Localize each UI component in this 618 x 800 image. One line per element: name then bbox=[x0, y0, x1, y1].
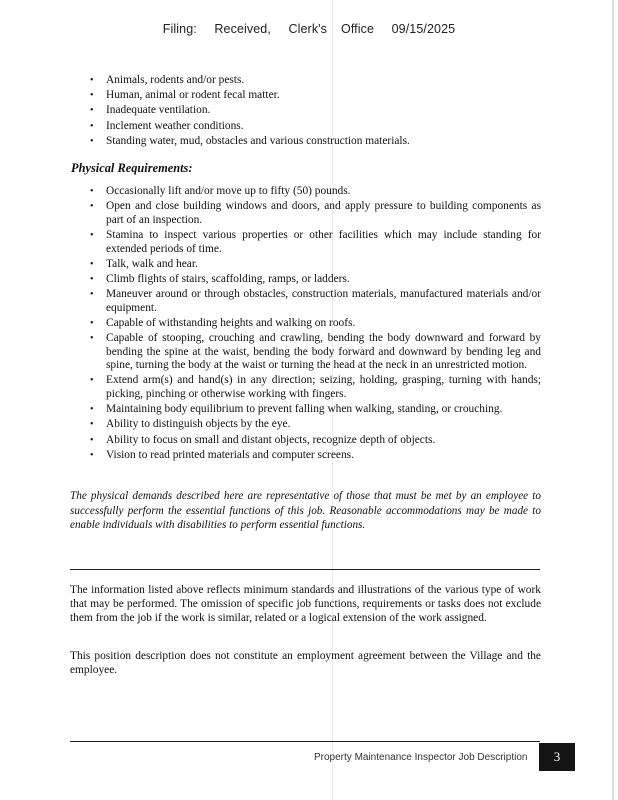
list-item bbox=[88, 332, 541, 373]
bullet-icon: • bbox=[90, 333, 94, 345]
list-item-text: Maintaining body equilibrium to prevent falling when walking, standing, or crouching. bbox=[106, 403, 503, 416]
footer-rule bbox=[70, 741, 540, 742]
list-item-text: Standing water, mud, obstacles and various construction materials. bbox=[106, 134, 410, 147]
list-item bbox=[88, 120, 540, 134]
bullet-icon: • bbox=[90, 404, 94, 416]
filing-status: Received, bbox=[214, 22, 271, 36]
list-item bbox=[88, 258, 541, 272]
scan-edge bbox=[612, 0, 614, 800]
filing-label: Filing: bbox=[162, 22, 197, 36]
list-item bbox=[88, 200, 541, 227]
list-item bbox=[88, 273, 541, 287]
list-item-text: Vision to read printed materials and computer screens. bbox=[106, 448, 354, 461]
bullet-icon: • bbox=[90, 289, 94, 301]
bullet-icon: • bbox=[90, 105, 94, 117]
list-item bbox=[88, 418, 541, 432]
physical-requirements-heading: Physical Requirements: bbox=[71, 161, 193, 175]
bullet-icon: • bbox=[90, 449, 94, 461]
disclaimer-paragraph: The information listed above reflects minimum standards and illustrations of the various type of work that may be performed. The omission of specific job functions, requirements or tasks does not exclude them from the job if the work is similar, related or a logical extension of the work assigned. bbox=[70, 584, 541, 624]
bullet-icon: • bbox=[90, 434, 94, 446]
bullet-icon: • bbox=[90, 90, 94, 102]
list-item bbox=[88, 449, 541, 463]
bullet-icon: • bbox=[90, 375, 94, 387]
filing-office: Clerk's bbox=[288, 22, 328, 36]
list-item-text: Capable of withstanding heights and walking on roofs. bbox=[106, 316, 356, 329]
list-item-text: Capable of stooping, crouching and crawling, bending the body downward and forward by bending the spine at the waist, bending the body forward and downward by bending leg and spine, turning the body at the waist or turning the head at the neck in an unrestricted motion. bbox=[106, 332, 541, 372]
list-item-text: Animals, rodents and/or pests. bbox=[106, 74, 245, 86]
bullet-icon: • bbox=[90, 229, 94, 241]
bullet-icon: • bbox=[90, 201, 94, 213]
filing-date: 09/15/2025 bbox=[391, 22, 456, 36]
list-item-text: Talk, walk and hear. bbox=[106, 257, 198, 270]
footer-title: Property Maintenance Inspector Job Description bbox=[314, 752, 528, 763]
list-item bbox=[88, 135, 540, 149]
list-item-text: Stamina to inspect various properties or other facilities which may include standing for extended periods of time. bbox=[106, 228, 541, 255]
physical-demands-note: The physical demands described here are representative of those that must be met by an employee to successfully perform the essential functions of this job. Reasonable accommodations may be made to enable individuals with disabilities to perform essential functions. bbox=[70, 490, 541, 532]
list-item bbox=[88, 104, 540, 118]
bullet-icon: • bbox=[90, 258, 94, 270]
list-item bbox=[88, 89, 540, 103]
list-item bbox=[88, 288, 541, 315]
filing-office-2: Office bbox=[341, 22, 375, 36]
list-item-text: Maneuver around or through obstacles, construction materials, manufactured materials and/or equipment. bbox=[106, 288, 541, 314]
page-number: 3 bbox=[539, 743, 575, 771]
list-item-text: Human, animal or rodent fecal matter. bbox=[106, 89, 280, 102]
environment-list bbox=[88, 74, 540, 150]
filing-stamp bbox=[0, 22, 618, 36]
bullet-icon: • bbox=[90, 317, 94, 329]
list-item-text: Inclement weather conditions. bbox=[106, 119, 244, 132]
list-item bbox=[88, 185, 541, 199]
list-item bbox=[88, 403, 541, 417]
section-divider bbox=[70, 569, 540, 570]
list-item-text: Extend arm(s) and hand(s) in any direction; seizing, holding, grasping, turning with hands; picking, pinching or otherwise working with fingers. bbox=[106, 374, 541, 401]
list-item-text: Inadequate ventilation. bbox=[106, 104, 211, 117]
list-item-text: Climb flights of stairs, scaffolding, ramps, or ladders. bbox=[106, 272, 350, 285]
physical-requirements-list bbox=[88, 185, 541, 464]
bullet-icon: • bbox=[90, 419, 94, 431]
bullet-icon: • bbox=[90, 273, 94, 285]
bullet-icon: • bbox=[90, 135, 94, 147]
list-item bbox=[88, 374, 541, 401]
list-item-text: Open and close building windows and doors, and apply pressure to building components as part of an inspection. bbox=[106, 200, 541, 226]
list-item bbox=[88, 229, 541, 256]
bullet-icon: • bbox=[90, 186, 94, 197]
agreement-paragraph: This position description does not constitute an employment agreement between the Village and the employee. bbox=[70, 650, 541, 676]
list-item bbox=[88, 74, 540, 88]
list-item bbox=[88, 317, 541, 331]
list-item-text: Ability to distinguish objects by the eye. bbox=[106, 418, 291, 431]
bullet-icon: • bbox=[90, 120, 94, 132]
list-item-text: Occasionally lift and/or move up to fifty (50) pounds. bbox=[106, 185, 351, 197]
list-item bbox=[88, 434, 541, 448]
bullet-icon: • bbox=[90, 75, 94, 86]
list-item-text: Ability to focus on small and distant objects, recognize depth of objects. bbox=[106, 433, 436, 446]
